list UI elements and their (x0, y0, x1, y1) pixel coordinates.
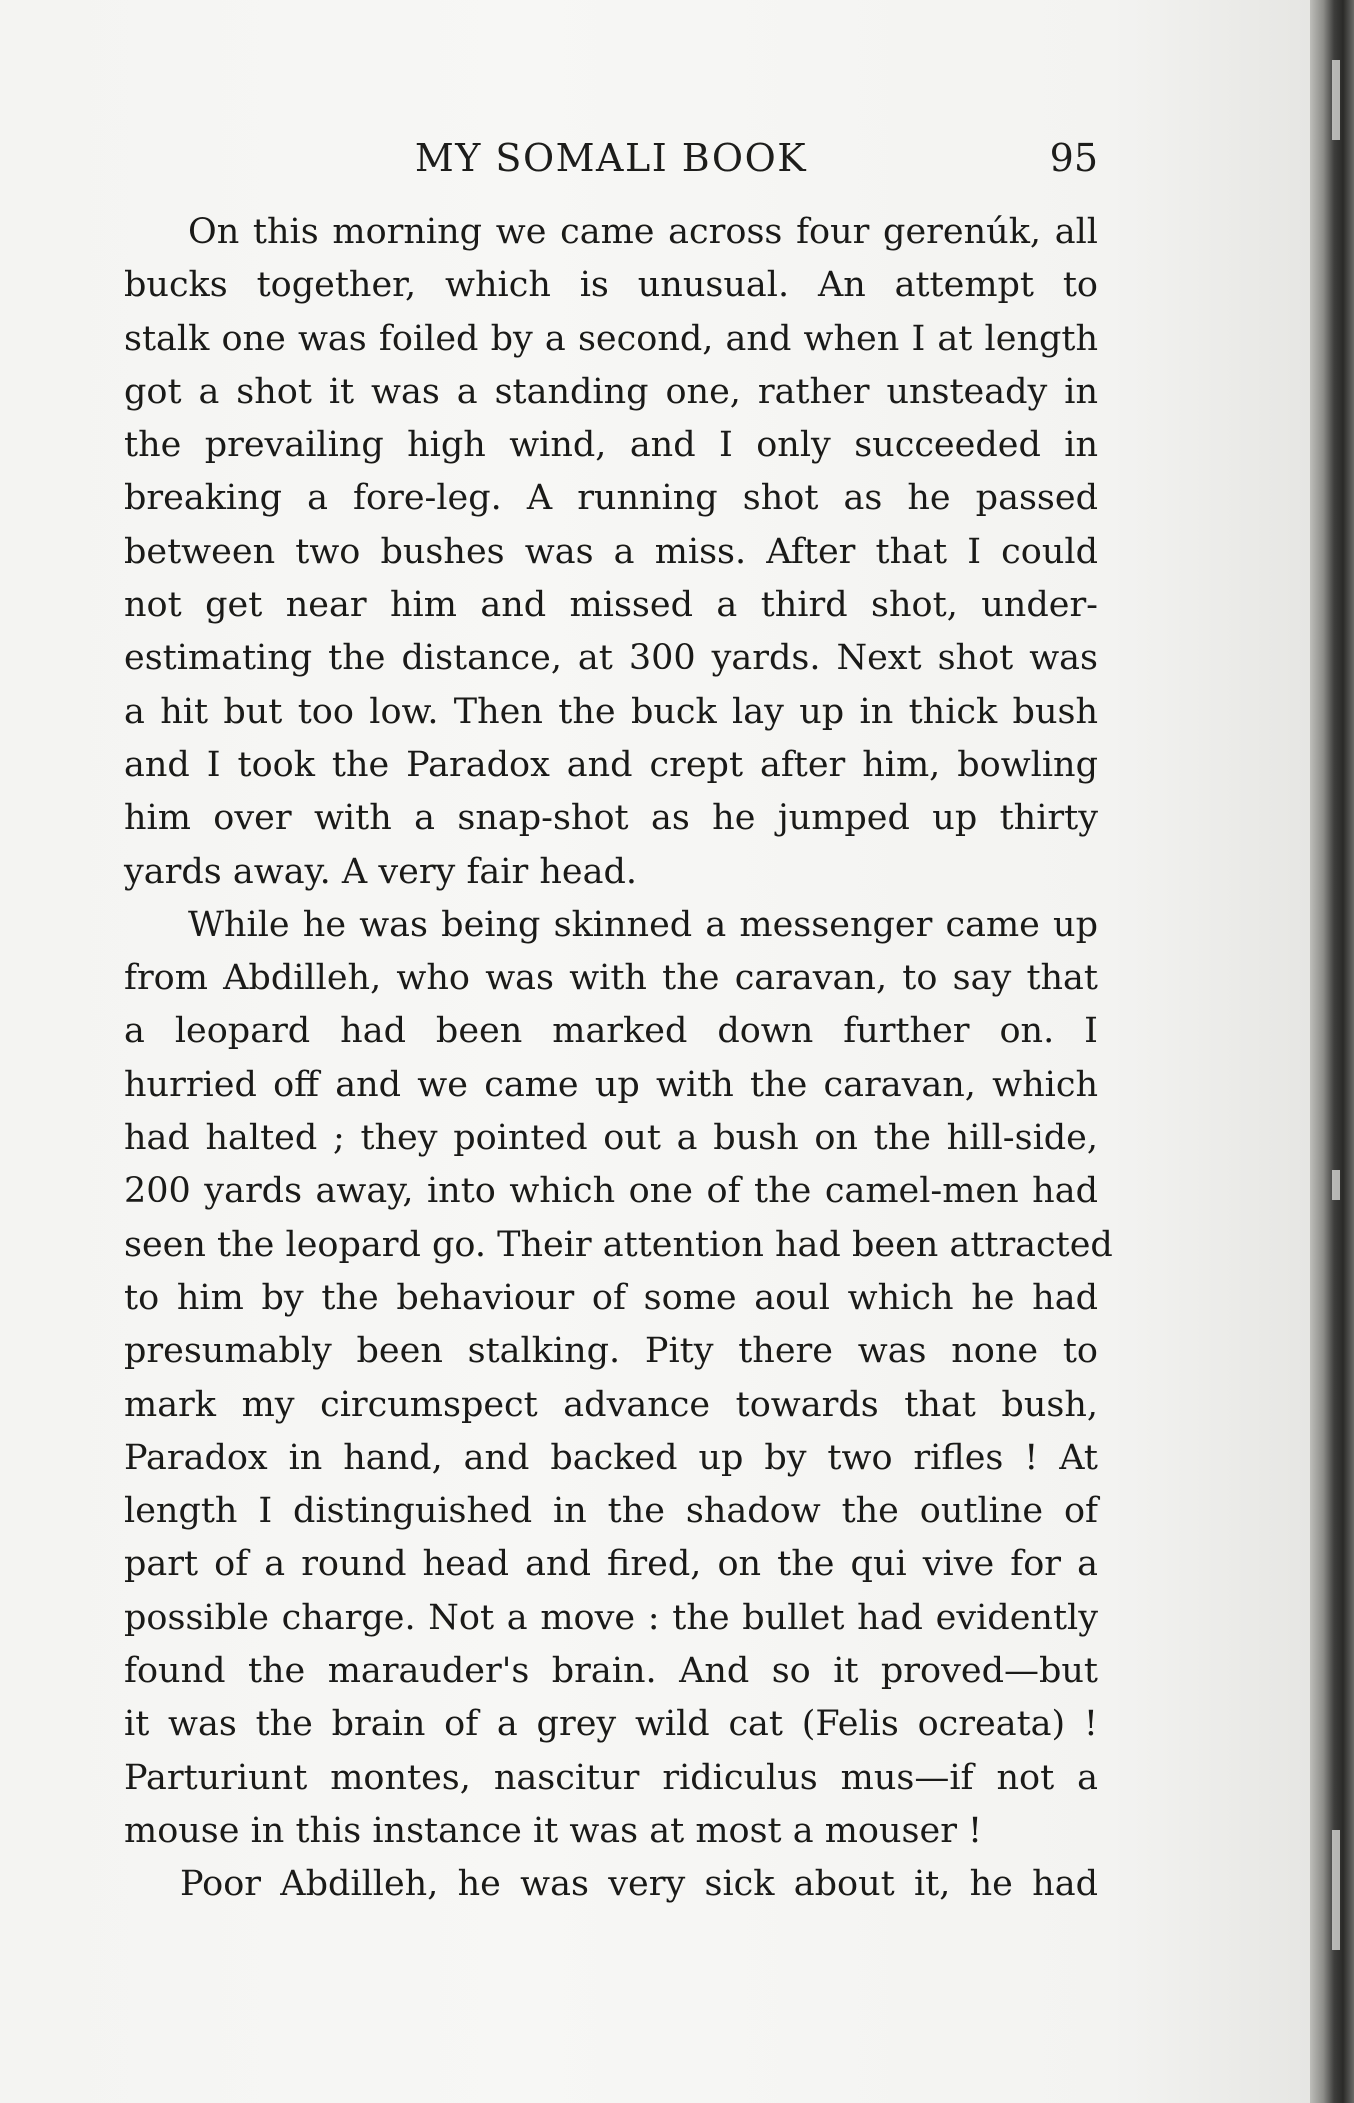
text-line: a hit but too low. Then the buck lay up in thick bush (124, 691, 1098, 732)
text-line: stalk one was foiled by a second, and when I at length (124, 318, 1098, 359)
text-line: bucks together, which is unusual. An attempt to (124, 265, 1098, 306)
text-line: Paradox in hand, and backed up by two rifles ! At (124, 1437, 1098, 1478)
text-line: mark my circumspect advance towards that bush, (124, 1384, 1098, 1425)
text-line: him over with a snap-shot as he jumped up thirty (124, 798, 1098, 839)
text-line: to him by the behaviour of some aoul which he had (124, 1277, 1098, 1318)
text-line: from Abdilleh, who was with the caravan, to say that (124, 958, 1098, 999)
body-text (124, 206, 1113, 1912)
text-line: possible charge. Not a move : the bullet had evidently (124, 1597, 1098, 1638)
text-line: While he was being skinned a messenger came up (188, 904, 1098, 945)
text-line: 200 yards away, into which one of the camel-men had (124, 1171, 1098, 1212)
text-line: length I distinguished in the shadow the outline of (124, 1491, 1098, 1532)
text-line: yards away. A very fair head. (124, 851, 637, 892)
text-line: had halted ; they pointed out a bush on the hill-side, (124, 1118, 1098, 1159)
book-binding-edge (1310, 0, 1354, 2103)
paragraph-1 (124, 206, 1098, 899)
text-line: Parturiunt montes, nascitur ridiculus mus—if not a (124, 1757, 1098, 1798)
text-line: found the marauder's brain. And so it proved—but (124, 1651, 1098, 1692)
text-line: breaking a fore-leg. A running shot as he passed (124, 478, 1098, 519)
text-line: seen the leopard go. Their attention had been attracted (124, 1224, 1113, 1265)
text-line: the prevailing high wind, and I only succeeded in (124, 425, 1098, 466)
paragraph-2 (124, 899, 1113, 1858)
running-title: MY SOMALI BOOK (414, 136, 808, 180)
text-line: part of a round head and fired, on the qui vive for a (124, 1544, 1098, 1585)
text-line: a leopard had been marked down further on. I (124, 1011, 1098, 1052)
page-header (124, 136, 1098, 188)
text-line: mouse in this instance it was at most a mouser ! (124, 1810, 983, 1851)
text-line: and I took the Paradox and crept after him, bowling (124, 744, 1098, 785)
paragraph-3 (124, 1858, 1098, 1911)
text-line: between two bushes was a miss. After that I could (124, 531, 1098, 572)
text-line: not get near him and missed a third shot, under- (124, 585, 1098, 626)
text-line: estimating the distance, at 300 yards. Next shot was (124, 638, 1098, 679)
text-line: hurried off and we came up with the caravan, which (124, 1064, 1098, 1105)
text-line: presumably been stalking. Pity there was none to (124, 1331, 1098, 1372)
text-line: On this morning we came across four gerenúk, all (188, 212, 1098, 252)
text-line: Poor Abdilleh, he was very sick about it, he had (180, 1864, 1098, 1905)
text-line: got a shot it was a standing one, rather unsteady in (124, 371, 1098, 412)
page-number: 95 (1049, 136, 1098, 180)
text-line: it was the brain of a grey wild cat (Felis ocreata) ! (124, 1704, 1098, 1745)
